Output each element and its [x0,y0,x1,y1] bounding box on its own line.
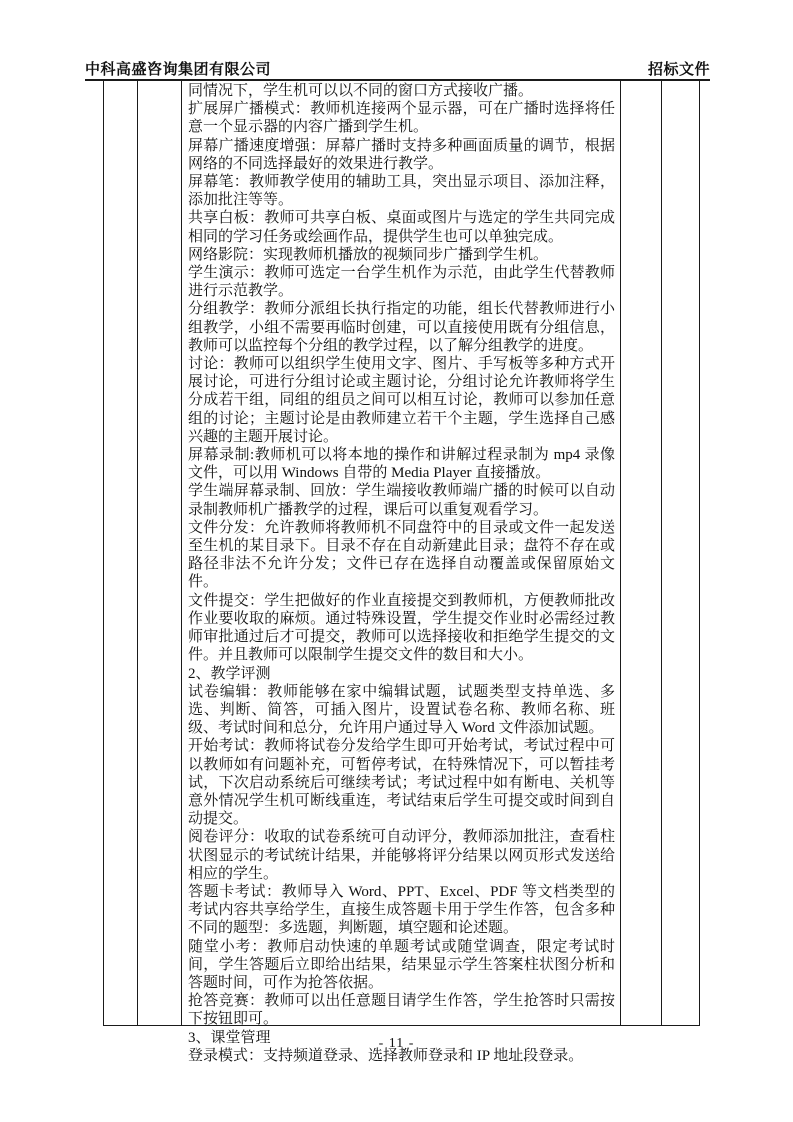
spec-paragraph: 屏幕录制:教师机可以将本地的操作和讲解过程录制为 mp4 录像文件，可以用 Windows 自带的 Media Player 直接播放。 [188,447,615,482]
header-company-name: 中科高盛咨询集团有限公司 [85,62,272,78]
spec-paragraph: 阅卷评分：收取的试卷系统可自动评分，教师添加批注，查看柱状图显示的考试统计结果，并能够将评分结果以网页形式发送给相应的学生。 [188,829,615,882]
table-column-left-1 [104,81,138,1025]
spec-paragraph: 文件提交：学生把做好的作业直接提交到教师机，方便教师批改作业要收取的麻烦。通过特殊设置，学生提交作业时必需经过教师审批通过后才可提交，教师可以选择接收和拒绝学生提交的文件。并且教师可以限制学生提交文件的数目和大小。 [188,592,615,664]
spec-paragraph: 学生端屏幕录制、回放：学生端接收教师端广播的时候可以自动录制教师机广播教学的过程，课后可以重复观看学习。 [188,483,615,518]
spec-paragraph: 屏幕广播速度增强：屏幕广播时支持多种画面质量的调节，根据网络的不同选择最好的效果进行教学。 [188,137,615,172]
spec-paragraph: 随堂小考：教师启动快速的单题考试或随堂调查，限定考试时间，学生答题后立即给出结果，结果显示学生答案柱状图分析和答题时间，可作为抢答依据。 [188,938,615,991]
spec-paragraph: 文件分发：允许教师将教师机不同盘符中的目录或文件一起发送至生机的某目录下。目录不存在自动新建此目录；盘符不存在或路径非法不允许分发；文件已存在选择自动覆盖或保留原始文件。 [188,519,615,591]
page-number: - 11 - [378,1036,415,1051]
spec-paragraph: 2、教学评测 [188,665,271,682]
spec-paragraph: 3、课堂管理 [188,1029,271,1046]
header-document-type: 招标文件 [647,62,710,78]
spec-paragraph: 分组教学：教师分派组长执行指定的功能，组长代替教师进行小组教学，小组不需要再临时创建，可以直接使用既有分组信息，教师可以监控每个分组的教学过程，以了解分组教学的进度。 [188,301,615,354]
spec-paragraph: 抢答竞赛：教师可以出任意题目请学生作答，学生抢答时只需按下按钮即可。 [188,993,615,1028]
table-column-left-2 [138,81,182,1025]
spec-paragraph: 同情况下，学生机可以以不同的窗口方式接收广播。 [188,83,534,99]
spec-paragraph: 开始考试：教师将试卷分发给学生即可开始考试，考试过程中可以教师如有问题补充，可暂停考试，在特殊情况下，可以暂挂考试，下次启动系统后可继续考试；考试过程中如有断电、关机等意外情况学生机可断线重连，考试结束后学生可提交或时间到自动提交。 [188,738,615,828]
spec-paragraph: 扩展屏广播模式：教师机连接两个显示器，可在广播时选择将任意一个显示器的内容广播到学生机。 [188,101,615,136]
spec-paragraph: 讨论：教师可以组织学生使用文字、图片、手写板等多种方式开展讨论，可进行分组讨论或主题讨论，分组讨论允许教师将学生分成若干组，同组的组员之间可以相互讨论，教师可以参加任意组的讨论；主题讨论是由教师建立若干个主题，学生选择自己感兴趣的主题开展讨论。 [188,356,615,445]
spec-paragraph: 共享白板：教师可共享白板、桌面或图片与选定的学生共同完成相同的学习任务或绘画作品，提供学生也可以单独完成。 [188,210,615,245]
spec-paragraph: 学生演示：教师可选定一台学生机作为示范，由此学生代替教师进行示范教学。 [188,265,615,300]
spec-paragraph: 登录模式：支持频道登录、选择教师登录和 IP 地址段登录。 [188,1047,584,1064]
spec-paragraph: 试卷编辑：教师能够在家中编辑试题，试题类型支持单选、多选、判断、简答，可插入图片，设置试卷名称、教师名称、班级、考试时间和总分，允许用户通过导入 Word 文件添加试题。 [188,683,615,737]
spec-paragraph: 屏幕笔：教师教学使用的辅助工具，突出显示项目、添加注释，添加批注等等。 [188,174,615,209]
table-column-right-2 [662,81,699,1025]
spec-paragraph: 答题卡考试：教师导入 Word、PPT、Excel、PDF 等文档类型的考试内容共享给学生，直接生成答题卡用于学生作答，包含多种不同的题型：多选题，判断题，填空题和论述题。 [188,883,615,937]
table-column-right-1 [621,81,662,1025]
spec-paragraph: 网络影院：实现教师机播放的视频同步广播到学生机。 [188,246,549,263]
